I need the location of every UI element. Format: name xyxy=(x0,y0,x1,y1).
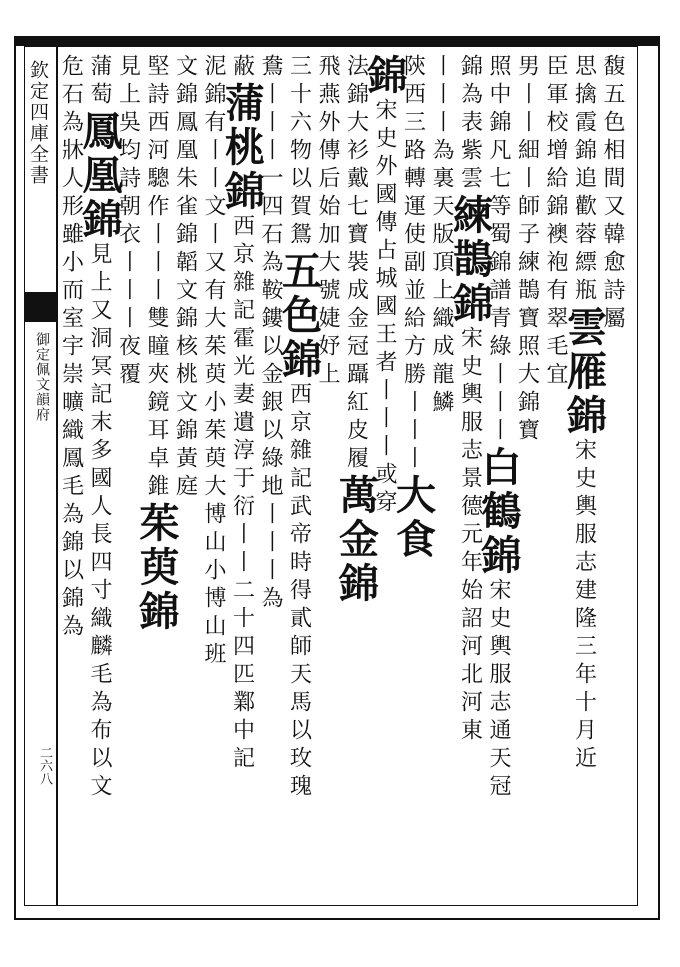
entry-heading: 五色錦 xyxy=(275,250,323,382)
entry-heading: 鳳凰錦 xyxy=(76,110,123,242)
entry-text: 飛燕外傳后始加大號婕妤上 xyxy=(315,54,340,390)
text-column xyxy=(600,54,633,904)
text-column xyxy=(429,54,462,904)
entry-text: 石為牀人形雖小而室宇崇曠織鳳毛為錦以錦為 xyxy=(58,82,84,642)
entry-text: 丨丨丨為裏 xyxy=(429,54,454,194)
text-column xyxy=(332,54,380,904)
entry-text: 錦為表紫雲 xyxy=(457,54,483,194)
text-column xyxy=(514,54,547,904)
entry-text: 馥五色相間又韓愈詩屬 xyxy=(600,54,625,334)
text-column xyxy=(315,54,348,904)
entry-text: 蔽 xyxy=(229,54,255,82)
entry-text: 宋史輿服志通天冠 xyxy=(486,578,511,802)
entry-text: 危 xyxy=(58,54,84,82)
entry-text: 錦有丨丨文丨又有大茱萸小茱萸大博山小博山班 xyxy=(201,82,226,670)
text-column xyxy=(115,54,148,904)
entry-text: 西京雜記武帝時得貳師天馬以玫瑰 xyxy=(286,382,312,802)
entry-text: 陝西三路轉運使副並給方勝丨丨丨 xyxy=(400,54,426,474)
spine-page-number: 二六八 xyxy=(37,746,52,785)
text-column xyxy=(543,54,576,904)
entry-heading: 錦 xyxy=(361,54,408,98)
text-column xyxy=(58,54,91,904)
entry-text: 思擒霞錦追歡蓉縹瓶 xyxy=(571,54,597,306)
entry-heading: 大食 xyxy=(389,474,437,562)
text-column xyxy=(76,54,123,904)
entry-heading: 蒲桃錦 xyxy=(218,82,266,214)
text-column xyxy=(258,54,291,904)
entry-text: 文錦鳳凰朱雀錦韜文錦核桃文錦黃庭 xyxy=(172,54,198,502)
text-column xyxy=(218,54,266,904)
entry-heading: 白鶴錦 xyxy=(475,446,522,578)
entry-heading: 茱萸錦 xyxy=(133,502,180,634)
text-column xyxy=(172,54,205,904)
text-column xyxy=(446,54,494,904)
text-column xyxy=(275,54,323,904)
entry-heading: 雲雁錦 xyxy=(560,306,608,438)
entry-text: 鴦丨丨丨一四 xyxy=(258,54,283,222)
text-column xyxy=(361,54,408,904)
entry-text: 照中錦凡七等蜀錦譜青綠丨丨丨 xyxy=(486,54,511,446)
text-column xyxy=(389,54,437,904)
text-column xyxy=(133,54,180,904)
entry-text: 法錦大衫戴七寶裝成金冠躡紅皮履 xyxy=(343,54,369,474)
entry-text: 三十六物以賀鴛 xyxy=(286,54,312,250)
entry-text: 石為鞍鏤以金銀以綠地丨丨丨為 xyxy=(258,222,283,614)
entry-text: 臣軍校增給錦襖袍有翠毛宜 xyxy=(543,54,568,390)
entry-heading: 萬金錦 xyxy=(332,474,380,606)
text-column xyxy=(201,54,234,904)
entry-text: 宋史外國傳占城國王者丨丨丨或穿 xyxy=(372,98,397,518)
entry-text: 泥 xyxy=(201,54,226,82)
entry-text: 蒲萄 xyxy=(87,54,112,110)
text-column xyxy=(560,54,608,904)
entry-text: 男丨丨細丨師子練鵲寶照大錦寶 xyxy=(514,54,540,446)
entry-text: 宋史輿服志建隆三年十月近 xyxy=(571,438,597,774)
entry-text: 西京雜記霍光妻遺淳于衍丨丨二十四匹鄴中記 xyxy=(229,214,255,774)
spine-title: 欽定四庫全書 xyxy=(27,60,49,186)
entry-text: 堅詩西河驄作丨丨丨雙瞳夾鏡耳卓錐 xyxy=(144,54,169,502)
entry-text: 天版頂上織成龍鱗 xyxy=(429,194,454,418)
spine-book-name: 御定佩文韻府 xyxy=(34,332,50,422)
entry-heading: 練鵲錦 xyxy=(446,194,494,326)
entry-text: 宋史輿服志景德元年始詔河北河東 xyxy=(457,326,483,746)
entry-text: 見上又洞冥記末多國人長四寸織麟毛為布以文 xyxy=(87,242,112,802)
entry-text: 見上吳均詩朝衣丨丨丨夜覆 xyxy=(115,54,141,390)
text-column xyxy=(475,54,522,904)
